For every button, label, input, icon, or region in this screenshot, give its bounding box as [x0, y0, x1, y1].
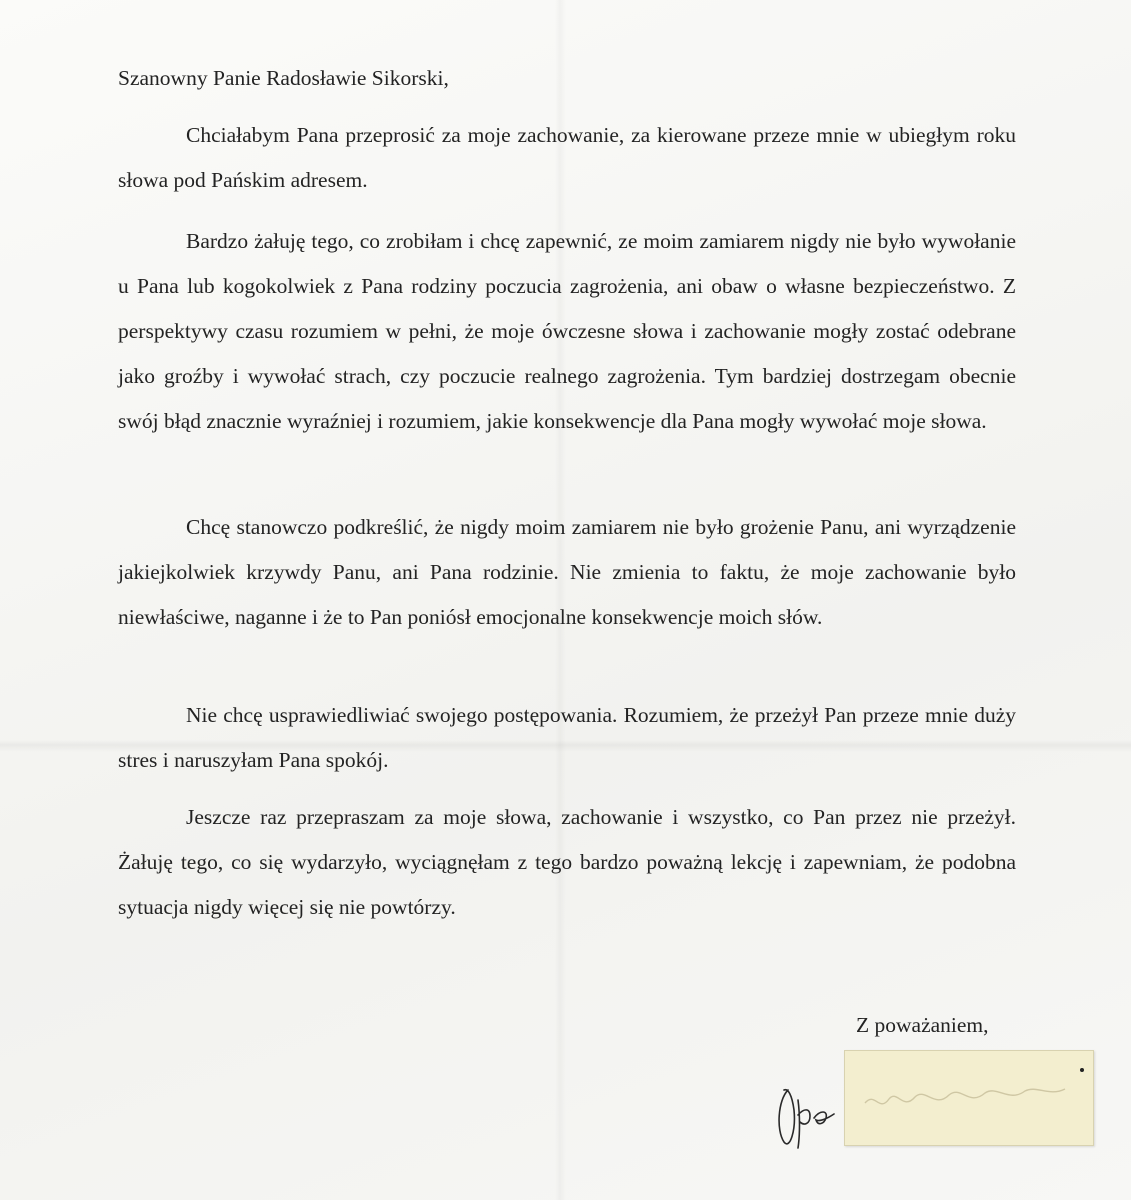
salutation: Szanowny Panie Radosławie Sikorski, — [118, 66, 449, 90]
closing: Z poważaniem, — [856, 1013, 989, 1037]
paragraph-5: Jeszcze raz przepraszam za moje słowa, zachowanie i wszystko, co Pan przez nie przeżył. Żałuję tego, co się wydarzyło, wyciągnęłam z tego bardzo poważną lekcję i zapewniam, że podobna sytuacja nigdy więcej się nie powtórzy. — [118, 805, 1016, 919]
ink-dot — [1080, 1068, 1084, 1072]
paragraph-4: Nie chcę usprawiedliwiać swojego postępowania. Rozumiem, że przeżył Pan przeze mnie duży stres i naruszyłam Pana spokój. — [118, 703, 1016, 772]
redaction-label — [844, 1050, 1094, 1146]
signature-area — [770, 1050, 1100, 1150]
handwritten-signature — [770, 1060, 850, 1150]
covered-signature-trace — [845, 1051, 1093, 1145]
paragraph-1: Chciałabym Pana przeprosić za moje zachowanie, za kierowane przeze mnie w ubiegłym roku słowa pod Pańskim adresem. — [118, 123, 1016, 192]
paragraph-3: Chcę stanowczo podkreślić, że nigdy moim zamiarem nie było grożenie Panu, ani wyrządzenie jakiejkolwiek krzywdy Panu, ani Pana rodzinie. Nie zmienia to faktu, że moje zachowanie było niewłaściwe, naganne i że to Pan poniósł emocjonalne konsekwencje moich słów. — [118, 515, 1016, 629]
paragraph-2: Bardzo żałuję tego, co zrobiłam i chcę zapewnić, ze moim zamiarem nigdy nie było wywołanie u Pana lub kogokolwiek z Pana rodziny poczucia zagrożenia, ani obaw o własne bezpieczeństwo. Z perspektywy czasu rozumiem w pełni, że moje ówczesne słowa i zachowanie mogły zostać odebrane jako groźby i wywołać strach, czy poczucie realnego zagrożenia. Tym bardziej dostrzegam obecnie swój błąd znacznie wyraźniej i rozumiem, jakie konsekwencje dla Pana mogły wywołać moje słowa. — [118, 229, 1016, 433]
